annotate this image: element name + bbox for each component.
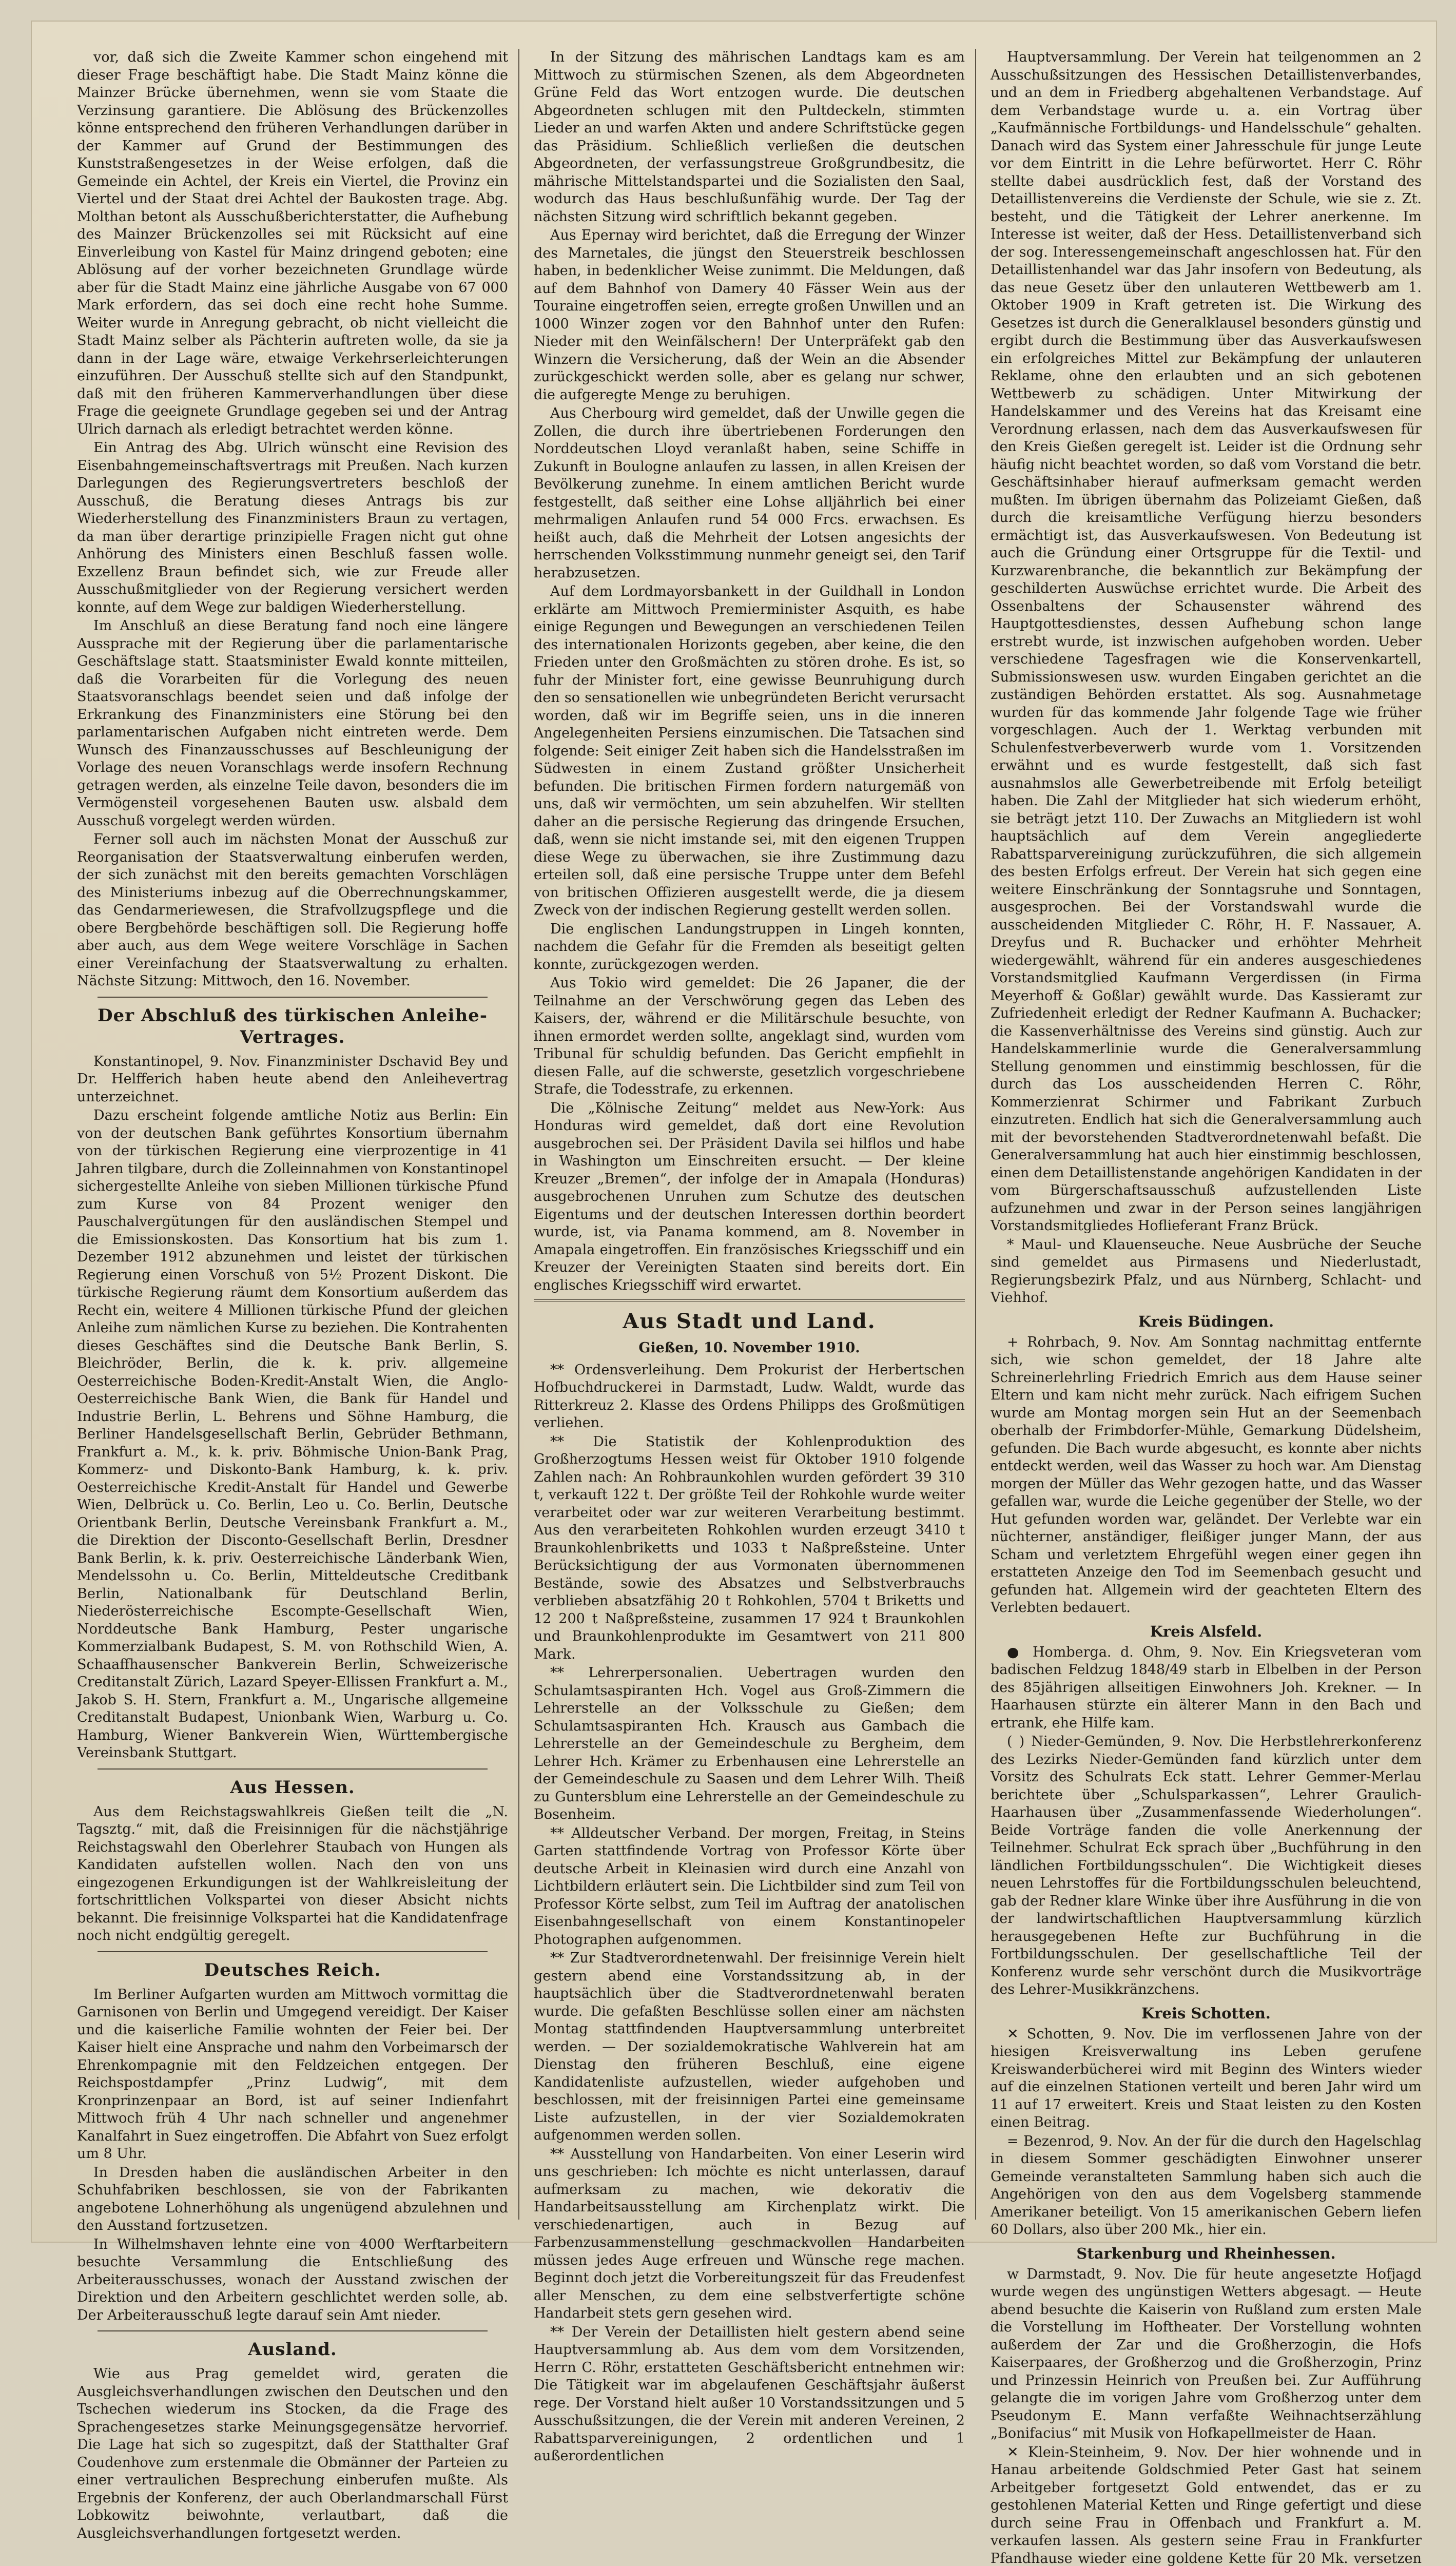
article-paragraph: Die englischen Landungstruppen in Lingeh konnten, nachdem die Gefahr für die Fremden als beseitigt gelten konnte, zurückgezogen werden. (534, 921, 965, 974)
dateline: Gießen, 10. November 1910. (534, 1339, 965, 1357)
article-paragraph: In Dresden haben die ausländischen Arbeiter in den Schuhfabriken beschlossen, sie von der Fabrikanten angebotene Lohnerhöhung als ungenügend abzulehnen und den Ausstand fortzusetzen. (77, 2164, 508, 2235)
column-1 (77, 49, 508, 2220)
article-paragraph: ** Lehrerpersonalien. Uebertragen wurden den Schulamtsaspiranten Hch. Vogel aus Groß-Zimmern die Lehrerstelle an der Volksschule zu Gießen; dem Schulamtsaspiranten Hch. Krausch aus Gambach die Lehrerstelle an der Gemeindeschule zu Bergheim, dem Lehrer Hch. Krämer zu Erbenhausen eine Lehrerstelle an der Gemeindeschule zu Saasen und dem Lehrer Wilh. Theiß zu Guntersblum eine Lehrerstelle an der Gemeindeschule zu Bosenheim. (534, 1664, 965, 1824)
article-paragraph: In Wilhelmshaven lehnte eine von 4000 Werftarbeitern besuchte Versammlung die Entschließung des Arbeiterausschusses, wonach der Ausstand zwischen der Direktion und den Arbeitern geschlichtet werden solle, ab. Der Arbeiterausschuß legte darauf sein Amt nieder. (77, 2236, 508, 2325)
article-paragraph: Im Anschluß an diese Beratung fand noch eine längere Aussprache mit der Regierung über die parlamentarische Geschäftslage statt. Staatsminister Ewald konnte mitteilen, daß die Vorarbeiten für die Vorlegung des neuen Staatsvoranschlags beendet seien und daß infolge der Erkrankung des Finanzministers eine Störung bei den parlamentarischen Aufgaben nicht eintreten werde. Dem Wunsch des Finanzausschusses auf Beschleunigung der Vorlage des neuen Voranschlags werde insofern Rechnung getragen werden, als einzelne Teile davon, besonders die im Vermögensteil vorgesehenen Bauten usw. alsbald dem Ausschuß vorgelegt werden würden. (77, 617, 508, 830)
article-paragraph: ** Der Verein der Detaillisten hielt gestern abend seine Hauptversammlung ab. Aus dem vom dem Vorsitzenden, Herrn C. Röhr, erstatteten Geschäftsbericht entnehmen wir: Die Tätigkeit war im abgelaufenen Geschäftsjahr äußerst rege. Der Vorstand hielt außer 10 Vorstandssitzungen und 5 Ausschußsitzungen, die der Verein mit anderen Vereinen, 2 Rabattsparvereinigungen, 2 ordentlichen und 1 außerordentlichen (534, 2324, 965, 2465)
section-heading: Ausland. (77, 2339, 508, 2360)
divider (98, 1951, 488, 1952)
article-paragraph: Wie aus Prag gemeldet wird, geraten die Ausgleichsverhandlungen zwischen den Deutschen und den Tschechen wiederum ins Stocken, da die Frage des Sprachengesetzes starke Meinungsgegensätze hervorrief. Die Lage hat sich so zugespitzt, daß der Statthalter Graf Coudenhove zum erstenmale die Obmänner der Parteien zu einer vertraulichen Besprechung einberufen mußte. Als Ergebnis der Konferenz, der auch Oberlandmarschall Fürst Lobkowitz beiwohnte, verlautbart, daß die Ausgleichsverhandlungen fortgesetzt werden. (77, 2365, 508, 2542)
article-paragraph: Konstantinopel, 9. Nov. Finanzminister Dschavid Bey und Dr. Helfferich haben heute abend den Anleihevertrag unterzeichnet. (77, 1053, 508, 1106)
article-paragraph: Aus Epernay wird berichtet, daß die Erregung der Winzer des Marnetales, die jüngst den Steuerstreik beschlossen haben, in bedenklicher Weise zunimmt. Die Meldungen, daß auf dem Bahnhof von Damery 40 Fässer Wein aus der Touraine eingetroffen seien, erregte großen Unwillen und an 1000 Winzer zogen vor den Bahnhof unter den Rufen: Nieder mit den Weinfälschern! Der Unterpräfekt gab den Winzern die Versicherung, daß der Wein an die Absender zurückgeschickt werden solle, aber es gelang nur schwer, die aufgeregte Menge zu beruhigen. (534, 227, 965, 404)
section-heading: Kreis Alsfeld. (991, 1622, 1422, 1641)
article-paragraph: Auf dem Lordmayorsbankett in der Guildhall in London erklärte am Mittwoch Premierminister Asquith, es habe einige Regungen und Bewegungen an verschiedenen Teilen des internationalen Horizonts gegeben, aber keine, die den Frieden unter den Großmächten zu stören drohe. Es ist, so fuhr der Minister fort, eine gewisse Beunruhigung durch den so sensationellen wie unbegründeten Bericht verursacht worden, daß wir im Begriffe seien, uns in die inneren Angelegenheiten Persiens einzumischen. Die Tatsachen sind folgende: Seit einiger Zeit haben sich die Handelsstraßen im Südwesten in einem Zustand größter Unsicherheit befunden. Die britischen Firmen fordern naturgemäß von uns, daß wir vermöchten, um sein abzuhelfen. Wir stellten daher an die persische Regierung das dringende Ersuchen, daß, wenn sie nicht imstande sei, mit den eigenen Truppen diese Wege zu überwachen, sie ihre Zustimmung dazu erteilen soll, daß eine persische Truppe unter dem Befehl von britischen Offizieren ausgestellt werde, die ja diesem Zweck von der indischen Regierung gestellt werden sollen. (534, 583, 965, 920)
article-paragraph: ** Ordensverleihung. Dem Prokurist der Herbertschen Hofbuchdruckerei in Darmstadt, Ludw. Waldt, wurde das Ritterkreuz 2. Klasse des Ordens Philipps des Großmütigen verliehen. (534, 1362, 965, 1432)
article-paragraph: In der Sitzung des mährischen Landtags kam es am Mittwoch zu stürmischen Szenen, als dem Abgeordneten Grüne Feld das Wort entzogen wurde. Die deutschen Abgeordneten schlugen mit den Pultdeckeln, stimmten Lieder an und warfen Akten und andere Schriftstücke gegen das Präsidium. Schließlich verließen die deutschen Abgeordneten, der verfassungstreue Großgrundbesitz, die mährische Mittelstandspartei und die Sozialisten den Saal, wodurch das Haus beschlußunfähig wurde. Der Tag der nächsten Sitzung wird schriftlich bekannt gegeben. (534, 49, 965, 226)
article-paragraph: * Maul- und Klauenseuche. Neue Ausbrüche der Seuche sind gemeldet aus Pirmasens und Niederlustadt, Regierungsbezirk Pfalz, und aus Nürnberg, Schlacht- und Viehhof. (991, 1236, 1422, 1307)
article-paragraph: Aus Cherbourg wird gemeldet, daß der Unwille gegen die Zollen, die durch ihre übertriebenen Forderungen den Norddeutschen Lloyd veranlaßt haben, seine Schiffe in Zukunft in Boulogne anlaufen zu lassen, in allen Kreisen der Bevölkerung zunehme. In einem amtlichen Bericht wurde festgestellt, daß seither eine Lohse alljährlich bei einer mehrmaligen Anlaufen rund 54 000 Frcs. erwachsen. Es heißt auch, daß die Mehrheit der Lotsen angesichts der herrschenden Volksstimmung nunmehr geneigt sei, den Tarif herabzusetzen. (534, 405, 965, 582)
article-paragraph: Aus dem Reichstagswahlkreis Gießen teilt die „N. Tagsztg.“ mit, daß die Freisinnigen für die nächstjährige Reichstagswahl den Oberlehrer Staubach von Hungen als Kandidaten aufstellen wollen. Nach den von uns eingezogenen Erkundigungen ist der Wahlkreisleitung der fortschrittlichen Volkspartei von dieser Absicht nichts bekannt. Die freisinnige Volkspartei hat die Kandidatenfrage noch nicht endgültig geregelt. (77, 1803, 508, 1945)
divider (98, 997, 488, 998)
column-rule (975, 49, 976, 2220)
article-paragraph: ✕ Klein-Steinheim, 9. Nov. Der hier wohnende und in Hanau arbeitende Goldschmied Peter Gast hat seinem Arbeitgeber fortgesetzt Gold entwendet, das er zu gestohlenen Material Ketten und Ringe gefertigt und diese durch seine Frau in Offenbach und Frankfurt a. M. verkaufen lassen. Als gestern seine Frau in Frankfurter Pfandhause wieder eine goldene Kette für 20 Mk. versetzen (991, 2444, 1422, 2566)
article-paragraph: ** Die Statistik der Kohlenproduktion des Großherzogtums Hessen weist für Oktober 1910 folgende Zahlen nach: An Rohbraunkohlen wurden gefördert 39 310 t, verkauft 122 t. Der größte Teil der Rohkohle wurde weiter verarbeitet oder war zur weiteren Verarbeitung bestimmt. Aus den verarbeiteten Rohkohlen wurden erzeugt 3410 t Braunkohlenbriketts und 1033 t Naßpreßsteine. Unter Berücksichtigung der aus Vormonaten übernommenen Bestände, sowie des Absatzes und Selbstverbrauchs verblieben absatzfähig 20 t Rohkohlen, 5704 t Briketts und 12 200 t Naßpreßsteine, zusammen 17 924 t Braunkohlen und Braunkohlenprodukte im Gesamtwert von 211 800 Mark. (534, 1433, 965, 1664)
article-paragraph: w Darmstadt, 9. Nov. Die für heute angesetzte Hofjagd wurde wegen des ungünstigen Wetters abgesagt. — Heute abend besuchte die Kaiserin von Rußland zum ersten Male die Vorstellung im Hoftheater. Der Vorstellung wohnten außerdem der Zar und die Großherzogin, die Hofs Kaiserpaares, der Großherzog und die Großherzogin, Prinz und Prinzessin Heinrich von Preußen bei. Zur Aufführung gelangte die im vorigen Jahre vom Großherzog unter dem Pseudonym E. Mann verfaßte Weihnachtserzählung „Bonifacius“ mit Musik von Hofkapellmeister de Haan. (991, 2266, 1422, 2443)
article-paragraph: Ein Antrag des Abg. Ulrich wünscht eine Revision des Eisenbahngemeinschaftsvertrags mit Preußen. Nach kurzen Darlegungen des Regierungsvertreters beschloß der Ausschuß, die Beratung dieses Antrags bis zur Wiederherstellung des Finanzministers Braun zu vertagen, da man über derartige prinzipielle Fragen nicht gut ohne Anhörung des Ministers einen Beschluß fassen wolle. Exzellenz Braun befindet sich, wie zur Freude aller Ausschußmitglieder von der Regierung versichert werden konnte, auf dem Wege zur baldigen Wiederherstellung. (77, 439, 508, 616)
article-paragraph: Ferner soll auch im nächsten Monat der Ausschuß zur Reorganisation der Staatsverwaltung einberufen werden, der sich zunächst mit den bereits gemachten Vorschlägen des Ministeriums inbezug auf die Oberrechnungskammer, das Gendarmeriewesen, die Strafvollzugspflege und die obere Bergbehörde beschäftigen soll. Die Regierung hoffe aber auch, aus dem Wege weitere Vorschläge in Sachen einer Vereinfachung der Staatsverwaltung zu erhalten. Nächste Sitzung: Mittwoch, den 16. November. (77, 831, 508, 990)
article-paragraph: Aus Tokio wird gemeldet: Die 26 Japaner, die der Teilnahme an der Verschwörung gegen das Leben des Kaisers, der, während er die Militärschule besuchte, von ihnen ermordet werden sollte, angeklagt sind, wurden vom Tribunal für schuldig befunden. Das Gericht empfiehlt in diesen Falle, auf die schwerste, gesetzlich vorgeschriebene Strafe, die Todesstrafe, zu erkennen. (534, 975, 965, 1099)
section-heading: Deutsches Reich. (77, 1959, 508, 1981)
article-paragraph: vor, daß sich die Zweite Kammer schon eingehend mit dieser Frage beschäftigt habe. Die Stadt Mainz könne die Mainzer Brücke übernehmen, wenn sie vom Staate die Verzinsung garantiere. Die Ablösung des Brückenzolles könne entsprechend den früheren Verhandlungen darüber in der Kammer auf Grund der Bestimmungen des Kunststraßengesetzes in der Weise erfolgen, daß die Gemeinde ein Achtel, der Kreis ein Viertel, die Provinz ein Viertel und der Staat drei Achtel der Baukosten trage. Abg. Molthan betont als Ausschußberichterstatter, die Aufhebung des Mainzer Brückenzolles sei mit Rücksicht auf eine Einverleibung von Kastel für Mainz dringend geboten; eine Ablösung auf der vorher bezeichneten Grundlage würde aber für die Stadt Mainz eine jährliche Ausgabe von 67 000 Mark erfordern, das sei doch eine recht hohe Summe. Weiter wurde in Anregung gebracht, ob nicht vielleicht die Stadt Mainz selber als Pächterin auftreten wolle, da sie ja dann in der Lage wäre, etwaige Verkehrserleichterungen einzuführen. Der Ausschuß stellte sich auf den Standpunkt, daß mit den früheren Kammerverhandlungen über diese Frage die geeignete Grundlage gegeben sei und der Antrag Ulrich darnach als erledigt betrachtet werden könne. (77, 49, 508, 438)
article-paragraph: Die „Kölnische Zeitung“ meldet aus New-York: Aus Honduras wird gemeldet, daß dort eine Revolution ausgebrochen sei. Der Präsident Davila sei hilflos und habe in Washington um Einschreiten ersucht. — Der kleine Kreuzer „Bremen“, der infolge der in Amapala (Honduras) ausgebrochenen Unruhen zum Schutze des deutschen Eigentums und der deutschen Interessen dorthin beordert wurde, ist, via Panama kommend, am 8. November in Amapala eingetroffen. Ein französisches Kriegsschiff und ein Kreuzer der Vereinigten Staaten sind bereits dort. Ein englisches Kriegsschiff wird erwartet. (534, 1100, 965, 1295)
article-paragraph: = Bezenrod, 9. Nov. An der für die durch den Hagelschlag in diesem Sommer geschädigten Einwohner unserer Gemeinde veranstalteten Sammlung haben sich auch die Angehörigen von den aus dem Vogelsberg stammende Amerikaner beteiligt. Von 15 amerikanischen Gebern liefen 60 Dollars, also über 200 Mk., hier ein. (991, 2133, 1422, 2239)
divider (98, 1768, 488, 1770)
article-paragraph: Im Berliner Aufgarten wurden am Mittwoch vormittag die Garnisonen von Berlin und Umgegend vereidigt. Der Kaiser und die kaiserliche Familie wohnten der Feier bei. Der Kaiser hielt eine Ansprache und nahm den Vorbeimarsch der Ehrenkompagnie mit den Feldzeichen entgegen. Der Reichspostdampfer „Prinz Ludwig“, mit dem Kronprinzenpaar an Bord, ist auf seiner Indienfahrt Mittwoch früh 4 Uhr nach schneller und angenehmer Kanalfahrt in Suez eingetroffen. Die Abfahrt von Suez erfolgt um 8 Uhr. (77, 1986, 508, 2163)
section-heading: Der Abschluß des türkischen Anleihe-Vertrages. (77, 1005, 508, 1048)
article-paragraph: ✕ Schotten, 9. Nov. Die im verflossenen Jahre von der hiesigen Kreisverwaltung ins Leben gerufene Kreiswanderbücherei wird mit Beginn des Winters wieder auf die einzelnen Stationen verteilt und beren Jahr wird um 11 auf 17 erweitert. Kreis und Staat leisten zu den Kosten einen Beitrag. (991, 2026, 1422, 2132)
article-paragraph: Dazu erscheint folgende amtliche Notiz aus Berlin: Ein von der deutschen Bank geführtes Konsortium übernahm von der türkischen Regierung eine vierprozentige in 41 Jahren tilgbare, durch die Zolleinnahmen von Konstantinopel sichergestellte Anleihe von sieben Millionen türkische Pfund zum Kurse von 84 Prozent weniger den Pauschalvergütungen für den ausländischen Stempel und die Emissionskosten. Das Konsortium hat bis zum 1. Dezember 1912 abzunehmen und leistet der türkischen Regierung einen Vorschuß von 5½ Prozent Diskont. Die türkische Regierung räumt dem Konsortium außerdem das Recht ein, weitere 4 Millionen türkische Pfund der gleichen Anleihe zum nämlichen Kurse zu beziehen. Die Kontrahenten dieses Geschäftes sind die Deutsche Bank Berlin, S. Bleichröder, Berlin, die k. k. priv. allgemeine Oesterreichische Boden-Kredit-Anstalt Wien, die Anglo-Oesterreichische Bank Wien, die Bank für Handel und Industrie Berlin, L. Behrens und Söhne Hamburg, die Berliner Handelsgesellschaft Berlin, Gebrüder Bethmann, Frankfurt a. M., k. k. priv. Böhmische Union-Bank Prag, Kommerz- und Diskonto-Bank Hamburg, k. k. priv. Oesterreichische Kredit-Anstalt für Handel und Gewerbe Wien, Delbrück u. Co. Berlin, Leo u. Co. Berlin, Deutsche Orientbank Berlin, Deutsche Vereinsbank Frankfurt a. M., die Direktion der Disconto-Gesellschaft Berlin, Dresdner Bank Berlin, k. k. priv. Oesterreichische Länderbank Wien, Mendelssohn u. Co. Berlin, Mitteldeutsche Creditbank Berlin, Nationalbank für Deutschland Berlin, Niederösterreichische Escompte-Gesellschaft Wien, Norddeutsche Bank Hamburg, Pester ungarische Kommerzialbank Budapest, S. M. von Rothschild Wien, A. Schaaffhausenscher Bankverein Berlin, Schweizerische Creditanstalt Zürich, Lazard Speyer-Ellissen Frankfurt a. M., Jakob S. H. Stern, Frankfurt a. M., Ungarische allgemeine Creditanstalt Budapest, Unionbank Wien, Warburg u. Co. Hamburg, Wiener Bankverein Wien, Württembergische Vereinsbank Stuttgart. (77, 1107, 508, 1762)
section-heading: Kreis Büdingen. (991, 1312, 1422, 1331)
article-paragraph: + Rohrbach, 9. Nov. Am Sonntag nachmittag entfernte sich, wie schon gemeldet, der 18 Jahre alte Schreinerlehrling Friedrich Emrich aus dem Hause seiner Eltern und kam nicht mehr zurück. Nach eifrigem Suchen wurde am Montag morgen sein Hut an der Seemenbach oberhalb der Frimbdorfer-Mühle, Gemarkung Düdelsheim, gefunden. Die Bach wurde abgesucht, es konnte aber nichts entdeckt werden, weil das Wasser zu hoch war. Am Dienstag morgen der Müller das Wehr gezogen hatte, und das Wasser gefallen war, wurde die Leiche gegenüber der Stelle, wo der Hut gefunden worden war, geländet. Der Verlebte war ein nüchterner, anständiger, fleißiger junger Mann, der aus Scham und verletztem Ehrgefühl wegen einer gegen ihn erstatteten Anzeige den Tod im Seemenbach gesucht und gefunden hat. Allgemein wird der geachteten Eltern des Verlebten bedauert. (991, 1334, 1422, 1617)
column-3 (991, 49, 1422, 2220)
article-paragraph: Hauptversammlung. Der Verein hat teilgenommen an 2 Ausschußsitzungen des Hessischen Detaillistenverbandes, und an dem in Friedberg abgehaltenen Verbandstage. Auf dem Verbandstage wurde u. a. ein Vortrag über „Kaufmännische Fortbildungs- und Handelsschule“ gehalten. Danach wird das System einer Jahresschule für junge Leute vor dem Eintritt in die Lehre befürwortet. Herr C. Röhr stellte dabei ausdrücklich fest, daß der Vorstand des Detaillistenvereins die Verdienste der Schule, wie sie z. Zt. besteht, und die Tätigkeit der Lehrer anerkenne. Im Interesse ist weiter, daß der Hess. Detaillistenverband sich der sog. Interessengemeinschaft angeschlossen hat. Für den Detaillistenhandel war das Jahr insofern von Bedeutung, als das neue Gesetz über den unlauteren Wettbewerb am 1. Oktober 1909 in Kraft getreten ist. Die Wirkung des Gesetzes ist durch die Generalklausel besonders günstig und ergibt durch die Bestimmung über das Ausverkaufswesen ein erfolgreiches Mittel zur Bekämpfung der unlauteren Reklame, ohne den erlaubten und an sich gebotenen Wettbewerb zu schädigen. Unter Mitwirkung der Handelskammer und des Vereins hat das Kreisamt eine Verordnung erlassen, nach dem das Ausverkaufswesen für den Kreis Gießen geregelt ist. Leider ist die Ordnung sehr häufig nicht beachtet worden, so daß vom Vorstand die betr. Geschäftsinhaber hierauf aufmerksam gemacht werden mußten. Im übrigen übernahm das Polizeiamt Gießen, daß durch die kreisamtliche Verfügung hierzu besonders ermächtigt ist, das Ausverkaufswesen. Von Bedeutung ist auch die Gründung einer Ortsgruppe für die Textil- und Kurzwarenbranche, die bekanntlich zur Bekämpfung der geschilderten Auswüchse errichtet wurde. Die Arbeit des Ossenbaltens der Schausenster während des Hauptgottesdienstes, dessen Aufhebung schon lange erstrebt wurde, ist inzwischen aufgehoben worden. Ueber verschiedene Tagesfragen wie die Konservenkartell, Submissionswesen usw. wurden Eingaben gerichtet an die zuständigen Behörden erstattet. Als sog. Ausnahmetage wurden für das kommende Jahr folgende Tage wie früher vorgeschlagen. Auch der 1. Werktag verbunden mit Schulenfestverbeverwerb wurde vom 1. Vorsitzenden erwähnt und es wurde festgestellt, daß sich fast ausnahmslos alle Gewerbetreibende mit Erfolg beteiligt haben. Die Zahl der Mitglieder hat sich wiederum erhöht, sie beträgt jetzt 110. Der Zuwachs an Mitgliedern ist wohl hauptsächlich auf dem Verein angegliederte Rabattsparvereinigung zurückzuführen, die sich allgemein des besten Erfolgs erfreut. Der Verein hat sich gegen eine weitere Einschränkung der Sonntagsruhe und Sonntagen, ausgesprochen. Bei der Vorstandswahl wurde die ausscheidenden Mitglieder C. Röhr, H. F. Nassauer, A. Dreyfus und R. Buchacker und erhöhter Mehrheit wiedergewählt, während für ein anderes ausgeschiedenes Vorstandsmitglied Kaufmann Vergerdissen (in Firma Meyerhoff & Goßlar) gewählt wurde. Das Kassieramt zur Zufriedenheit erledigt der Redner Kaufmann A. Buchacker; die Kassenverhältnisse des Vereins sind günstig. Auch zur Handelskammerlinie wurde die Generalversammlung Stellung genommen und einstimmig beschlossen, für die durch das Los ausscheidenden Herren C. Röhr, Kommerzienrat Schirmer und Fabrikant Zurbuch einzutreten. Endlich hat sich die Generalversammlung auch mit der bevorstehenden Stadtverordnetenwahl befaßt. Die Generalversammlung hat auch hier einstimmig beschlossen, einen dem Detaillistenstande angehörigen Kandidaten in der vom Bürgerschaftsausschuß aufzustellenden Liste aufzunehmen und zwar in der Person seines langjährigen Vorstandsmitgliedes Hoflieferant Franz Brück. (991, 49, 1422, 1235)
divider (98, 2330, 488, 2331)
section-heading: Starkenburg und Rheinhessen. (991, 2244, 1422, 2263)
newspaper-page (31, 21, 1437, 2243)
article-paragraph: ( ) Nieder-Gemünden, 9. Nov. Die Herbstlehrerkonferenz des Lezirks Nieder-Gemünden fand kürzlich unter dem Vorsitz des Schulrats Eck statt. Lehrer Gemmer-Merlau berichtete über „Schulsparkassen“, Lehrer Graulich-Haarhausen über „Zusammenfassende Wiederholungen“. Beide Vorträge fanden die volle Anerkennung der Teilnehmer. Schulrat Eck sprach über „Buchführung in den ländlichen Fortbildungsschulen“. Die Wichtigkeit dieses neuen Lehrstoffes für die Fortbildungsschulen beleuchtend, gab der Redner klare Winke über ihre Ausführung in die von der landwirtschaftlichen Hauptversammlung kürzlich herausgegebenen Hefte zur Buchführung in die Fortbildungsschulen. Der gesellschaftliche Teil der Konferenz wurde sehr verschönt durch die Musikvorträge des Lehrer-Musikkränzchens. (991, 1733, 1422, 1999)
section-heading: Kreis Schotten. (991, 2004, 1422, 2023)
article-paragraph: ** Alldeutscher Verband. Der morgen, Freitag, in Steins Garten stattfindende Vortrag von Professor Körte über deutsche Arbeit in Kleinasien wird durch eine Anzahl von Lichtbildern erläutert sein. Die Lichtbilder sind zum Teil von Professor Körte selbst, zum Teil im Auftrag der anatolischen Eisenbahngesellschaft von einem Konstantinopeler Photographen aufgenommen. (534, 1825, 965, 1949)
divider (534, 1299, 965, 1301)
article-paragraph: ● Homberga. d. Ohm, 9. Nov. Ein Kriegsveteran vom badischen Feldzug 1848/49 starb in Elbelben in der Person des 85jährigen allseitigen Einwohners Joh. Krekner. — In Haarhausen stürzte ein älterer Mann in den Bach und ertrank, ehe Hilfe kam. (991, 1644, 1422, 1733)
section-heading: Aus Hessen. (77, 1777, 508, 1798)
section-heading: Aus Stadt und Land. (534, 1309, 965, 1334)
column-rule (518, 49, 519, 2220)
article-paragraph: ** Zur Stadtverordnetenwahl. Der freisinnige Verein hielt gestern abend eine Vorstandssitzung ab, in der hauptsächlich über die Stadtverordnetenwahl beraten wurde. Die gefaßten Beschlüsse sollen einer am nächsten Montag stattfindenden Hauptversammlung unterbreitet werden. — Der sozialdemokratische Wahlverein hat am Dienstag den früheren Beschluß, eine eigene Kandidatenliste aufzustellen, wieder aufgehoben und beschlossen, mit der freisinnigen Partei eine gemeinsame Liste aufzustellen, in der vier Sozialdemokraten aufgenommen werden sollen. (534, 1950, 965, 2145)
article-paragraph: ** Ausstellung von Handarbeiten. Von einer Leserin wird uns geschrieben: Ich möchte es nicht unterlassen, darauf aufmerksam zu machen, wie dekorativ die Handarbeitsausstellung am Kirchenplatz wirkt. Die verschiedenartigen, auch in Bezug auf Farbenzusammenstellung geschmackvollen Handarbeiten müssen jedes Auge erfreuen und Wünsche rege machen. Beginnt doch jetzt die Vorbereitungszeit für das Freudenfest aller Menschen, zu dem eine selbstverfertigte schöne Handarbeit stets gern gesehen wird. (534, 2146, 965, 2323)
column-2 (534, 49, 965, 2220)
